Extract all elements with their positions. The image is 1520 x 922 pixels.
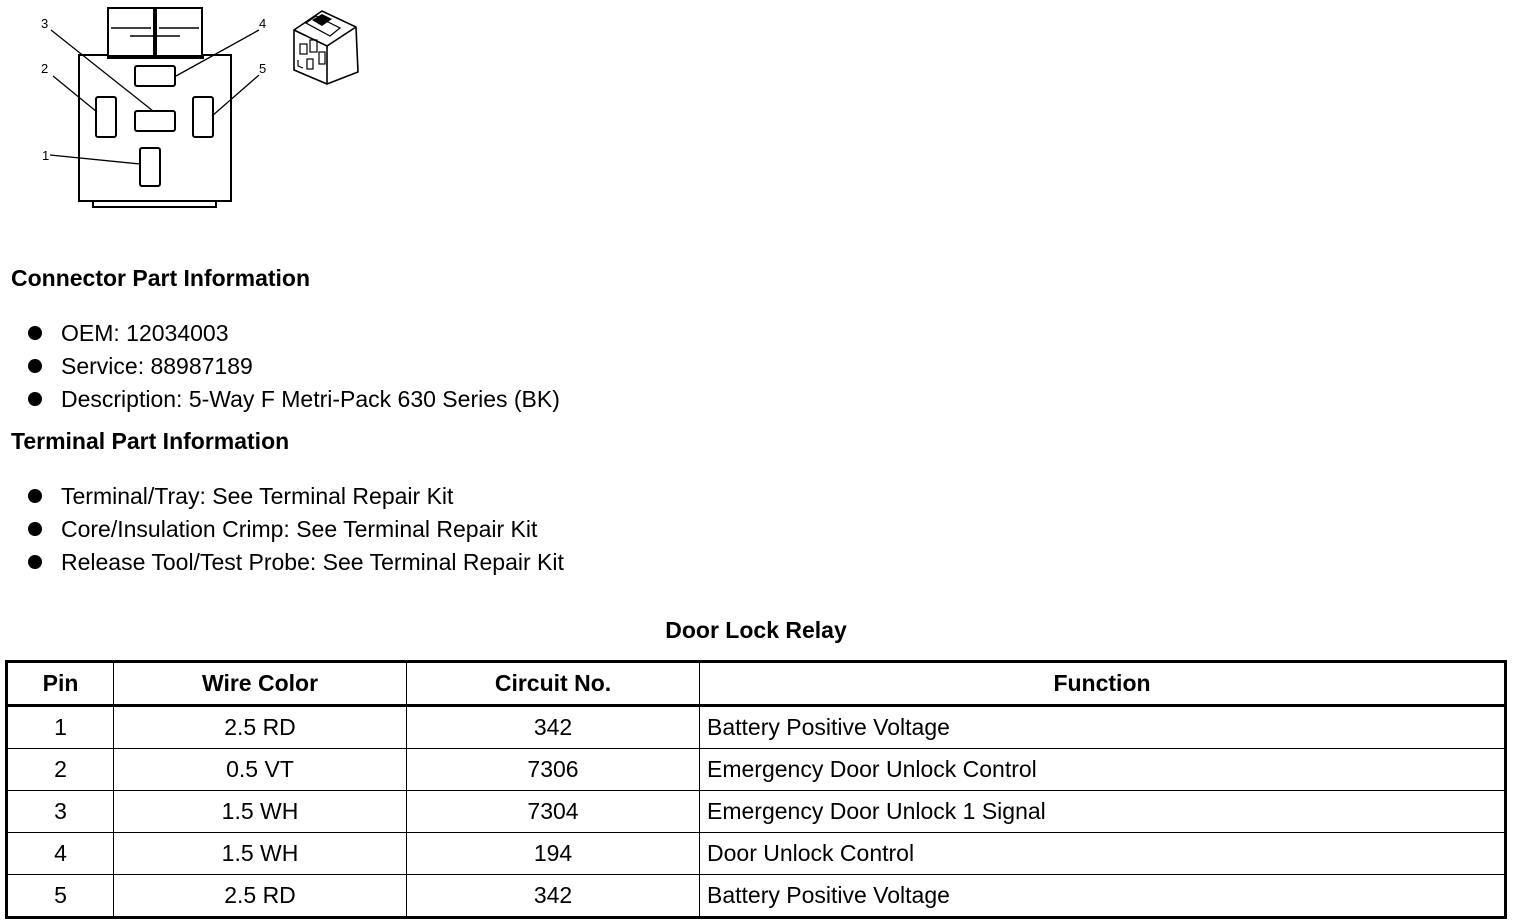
cell-wire-color: 0.5 VT xyxy=(114,749,407,791)
list-item xyxy=(28,480,564,513)
bullet-icon xyxy=(28,392,42,406)
cell-pin: 4 xyxy=(7,833,114,875)
latch-left xyxy=(108,8,154,56)
cavity-pin-5 xyxy=(193,97,213,137)
pin-callout-2: 2 xyxy=(41,61,49,76)
list-item xyxy=(28,513,564,546)
bullet-icon xyxy=(28,555,42,569)
list-item-text: Core/Insulation Crimp: See Terminal Repair Kit xyxy=(61,516,538,542)
pin-callout-4: 4 xyxy=(259,16,267,31)
connector-isometric-icon xyxy=(294,11,358,84)
cell-circuit-no: 342 xyxy=(407,875,700,918)
cell-circuit-no: 7304 xyxy=(407,791,700,833)
cell-function: Battery Positive Voltage xyxy=(700,706,1506,749)
cavity-pin-4 xyxy=(135,66,175,86)
connector-face-diagram xyxy=(0,0,380,220)
header-function: Function xyxy=(700,662,1506,706)
cell-circuit-no: 342 xyxy=(407,706,700,749)
cell-pin: 2 xyxy=(7,749,114,791)
cell-wire-color: 2.5 RD xyxy=(114,875,407,918)
cell-pin: 5 xyxy=(7,875,114,918)
pin-callout-1: 1 xyxy=(42,148,50,163)
connector-part-info-list xyxy=(28,317,560,416)
terminal-part-info-heading: Terminal Part Information xyxy=(11,428,290,454)
list-item xyxy=(28,546,564,579)
cell-pin: 1 xyxy=(7,706,114,749)
cavity-pin-2 xyxy=(96,97,116,137)
header-pin: Pin xyxy=(7,662,114,706)
cell-wire-color: 2.5 RD xyxy=(114,706,407,749)
cell-pin: 3 xyxy=(7,791,114,833)
table-row xyxy=(7,749,1506,791)
cell-function: Battery Positive Voltage xyxy=(700,875,1506,918)
latch-right xyxy=(156,8,202,56)
cell-circuit-no: 7306 xyxy=(407,749,700,791)
bullet-icon xyxy=(28,489,42,503)
list-item-text: Terminal/Tray: See Terminal Repair Kit xyxy=(61,483,454,509)
bullet-icon xyxy=(28,522,42,536)
list-item xyxy=(28,350,560,383)
terminal-part-info-list xyxy=(28,480,564,579)
bullet-icon xyxy=(28,326,42,340)
table-row xyxy=(7,875,1506,918)
list-item xyxy=(28,317,560,350)
cell-wire-color: 1.5 WH xyxy=(114,833,407,875)
cell-function: Emergency Door Unlock 1 Signal xyxy=(700,791,1506,833)
connector-body xyxy=(79,55,231,201)
list-item-text: Description: 5-Way F Metri-Pack 630 Series (BK) xyxy=(61,386,560,412)
cell-function: Door Unlock Control xyxy=(700,833,1506,875)
pin-callout-5: 5 xyxy=(259,61,267,76)
connector-part-info-heading: Connector Part Information xyxy=(11,265,311,291)
pinout-table xyxy=(5,660,1507,919)
cell-circuit-no: 194 xyxy=(407,833,700,875)
list-item xyxy=(28,383,560,416)
bullet-icon xyxy=(28,359,42,373)
table-header-row xyxy=(7,662,1506,706)
pin-callout-3: 3 xyxy=(41,16,49,31)
cavity-pin-3 xyxy=(135,111,175,131)
list-item-text: OEM: 12034003 xyxy=(61,320,229,346)
table-row xyxy=(7,706,1506,749)
cell-function: Emergency Door Unlock Control xyxy=(700,749,1506,791)
cavity-pin-1 xyxy=(140,148,160,186)
table-title: Door Lock Relay xyxy=(665,617,847,643)
cell-wire-color: 1.5 WH xyxy=(114,791,407,833)
list-item-text: Release Tool/Test Probe: See Terminal Repair Kit xyxy=(61,549,564,575)
table-row xyxy=(7,791,1506,833)
table-row xyxy=(7,833,1506,875)
list-item-text: Service: 88987189 xyxy=(61,353,253,379)
header-wire-color: Wire Color xyxy=(114,662,407,706)
header-circuit-no: Circuit No. xyxy=(407,662,700,706)
